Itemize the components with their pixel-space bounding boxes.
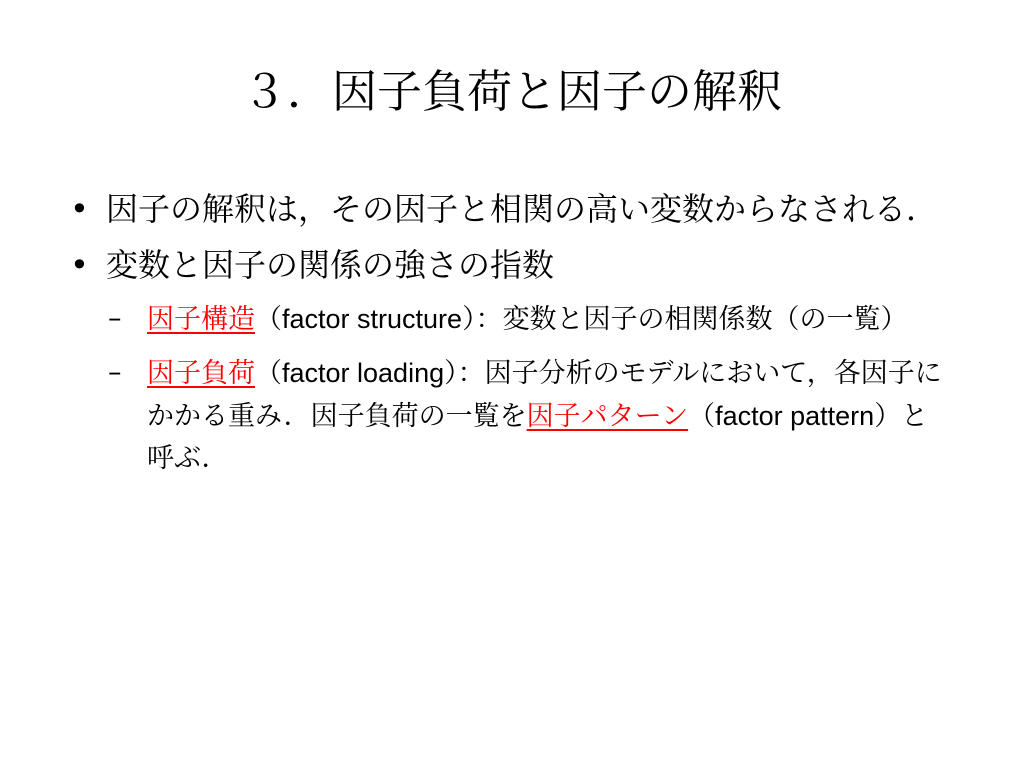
dash-icon: – bbox=[108, 303, 122, 334]
term-factor-loading: 因子負荷 bbox=[147, 358, 255, 389]
bullet-icon: • bbox=[70, 190, 89, 228]
sub-bullet-item bbox=[70, 352, 950, 480]
open-paren: （ bbox=[688, 401, 716, 432]
sub-bullet-text: ）と呼ぶ． bbox=[147, 401, 929, 474]
english-term: factor structure bbox=[282, 304, 463, 334]
slide-title: ３．因子負荷と因子の解釈 bbox=[241, 65, 782, 118]
open-paren: （ bbox=[255, 358, 282, 389]
bullet-text: 変数と因子の関係の強さの指数 bbox=[106, 246, 555, 284]
bullet-icon: • bbox=[70, 246, 89, 284]
close-paren-colon: ）： bbox=[444, 358, 485, 389]
term-factor-pattern: 因子パターン bbox=[526, 401, 689, 432]
slide-body bbox=[70, 186, 950, 491]
term-factor-structure: 因子構造 bbox=[147, 304, 255, 335]
open-paren: （ bbox=[255, 304, 282, 335]
bullet-item bbox=[70, 186, 950, 232]
dash-icon: – bbox=[108, 357, 122, 388]
bullet-item bbox=[70, 242, 950, 288]
close-paren-colon: ）： bbox=[462, 304, 503, 335]
sub-bullet-text: 変数と因子の相関係数（の一覧） bbox=[502, 304, 908, 335]
bullet-text: 因子の解釈は，その因子と相関の高い変数からなされる． bbox=[106, 190, 939, 228]
english-term: factor loading bbox=[282, 358, 445, 388]
sub-bullet-item bbox=[70, 298, 950, 341]
sub-bullet-text: 因子分析のモデルにおいて，各因子にかかる重み．因子負荷の一覧を bbox=[147, 358, 942, 432]
english-term: factor pattern bbox=[715, 401, 875, 431]
